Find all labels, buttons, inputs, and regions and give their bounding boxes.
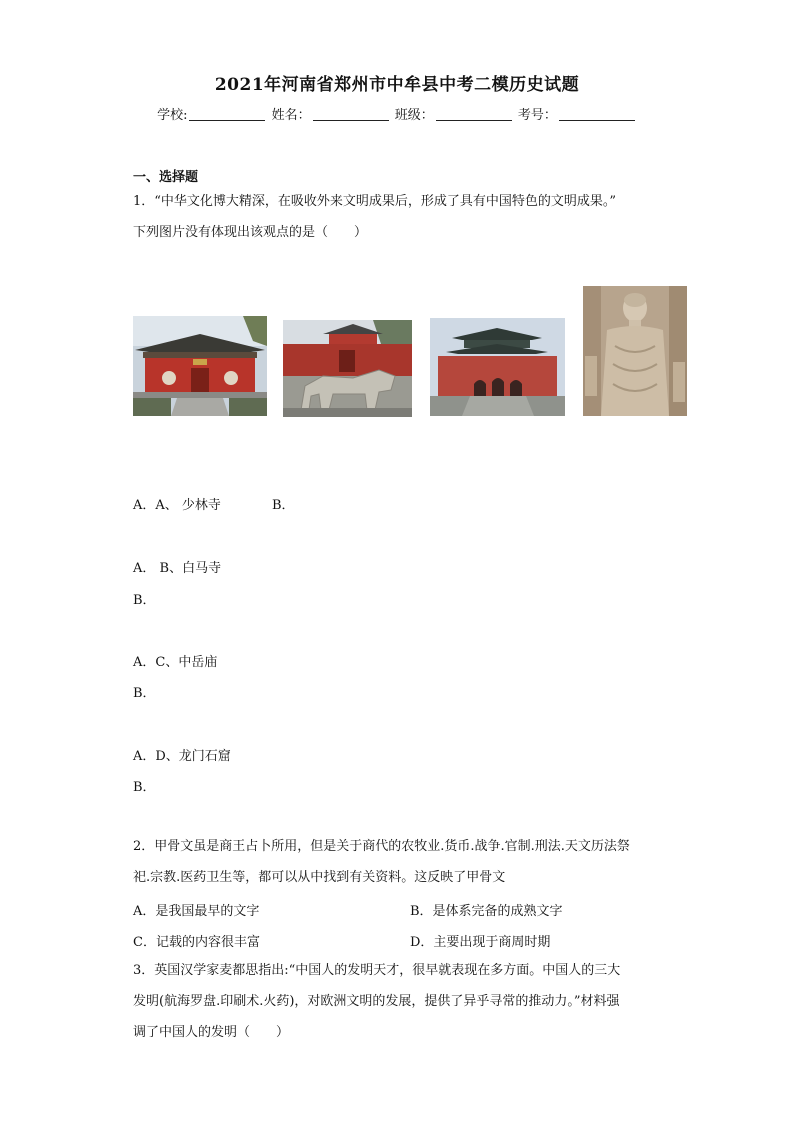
q1-option-row-1 xyxy=(133,494,221,513)
zhongyue-temple-photo xyxy=(430,318,565,416)
question-1-line-1: 1．“中华文化博大精深，在吸收外来文明成果后，形成了具有中国特色的文明成果。” xyxy=(133,194,617,209)
school-blank[interactable] xyxy=(189,120,265,121)
section-heading: 一、选择题 xyxy=(133,170,199,185)
q1-option-d[interactable]: A．D、龙门石窟 xyxy=(133,749,231,764)
q1-option-b[interactable]: A． B、白马寺 xyxy=(133,561,222,576)
q2-option-b[interactable]: B．是体系完备的成熟文字 xyxy=(410,904,563,919)
q1-option-b-4[interactable]: B． xyxy=(133,780,156,795)
school-label: 学校: xyxy=(157,108,188,123)
number-label: 考号： xyxy=(517,108,557,123)
q2-option-c[interactable]: C．记载的内容很丰富 xyxy=(133,935,260,950)
question-3-line-1: 3．英国汉学家麦都思指出:“中国人的发明天才，很早就表现在多方面。中国人的三大 xyxy=(133,963,621,978)
class-blank[interactable] xyxy=(436,120,512,121)
question-1-line-2: 下列图片没有体现出该观点的是（ ） xyxy=(133,225,368,240)
longmen-grottoes-photo xyxy=(583,286,687,416)
question-2-line-1: 2．甲骨文虽是商王占卜所用，但是关于商代的农牧业.货币.战争.官制.刑法.天文历法祭 xyxy=(133,839,630,854)
shaolin-temple-photo xyxy=(133,316,267,416)
q1-option-a[interactable]: A．A、 少林寺 xyxy=(133,498,221,513)
question-3-line-2: 发明(航海罗盘.印刷术.火药)，对欧洲文明的发展，提供了异乎寻常的推动力。”材料强 xyxy=(133,994,620,1009)
student-info-line xyxy=(0,104,794,123)
q2-option-a[interactable]: A．是我国最早的文字 xyxy=(133,904,260,919)
question-3-stem xyxy=(133,955,673,1048)
question-1-stem xyxy=(133,186,673,248)
q2-option-d[interactable]: D．主要出现于商周时期 xyxy=(410,935,551,950)
name-blank[interactable] xyxy=(313,120,389,121)
q1-option-b-2[interactable]: B． xyxy=(133,593,156,608)
question-3-line-3: 调了中国人的发明（ ） xyxy=(133,1025,290,1040)
name-label: 姓名： xyxy=(271,108,311,123)
question-2-stem xyxy=(133,831,673,893)
question-2-line-2: 祀.宗教.医药卫生等，都可以从中找到有关资料。这反映了甲骨文 xyxy=(133,870,506,885)
number-blank[interactable] xyxy=(559,120,635,121)
q1-option-b-1[interactable]: B． xyxy=(272,498,295,513)
page-title: 2021年河南省郑州市中牟县中考二模历史试题 xyxy=(214,75,580,95)
class-label: 班级： xyxy=(394,108,434,123)
q1-option-b-3[interactable]: B． xyxy=(133,686,156,701)
q1-option-c[interactable]: A．C、中岳庙 xyxy=(133,655,218,670)
white-horse-temple-photo xyxy=(283,320,412,417)
